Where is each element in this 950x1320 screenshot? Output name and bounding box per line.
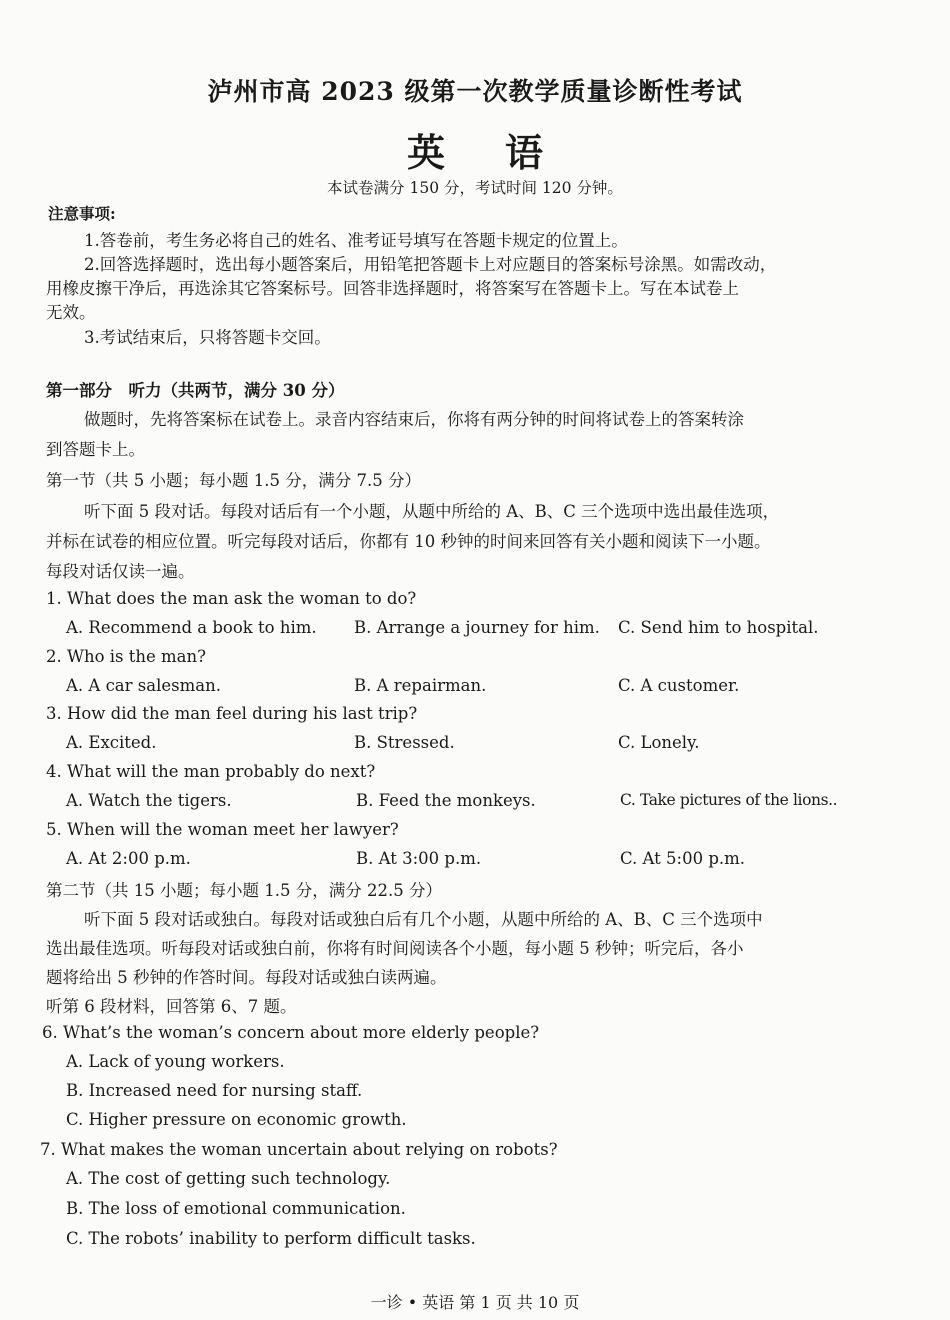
section2-intro-line-3: 题将给出 5 秒钟的作答时间。每段对话或独白读两遍。 (46, 968, 447, 987)
section1-heading: 第一节（共 5 小题；每小题 1.5 分，满分 7.5 分） (46, 471, 421, 490)
exam-title: 泸州市高 2023 级第一次教学质量诊断性考试 (207, 77, 743, 106)
question-3-option-c: C. Lonely. (618, 733, 700, 752)
question-4-option-a: A. Watch the tigers. (66, 791, 232, 810)
question-2-stem: 2. Who is the man? (46, 647, 206, 666)
part1-heading: 第一部分 听力（共两节，满分 30 分） (46, 381, 345, 400)
question-3-option-b: B. Stressed. (354, 733, 455, 752)
question-5-stem: 5. When will the woman meet her lawyer? (46, 820, 399, 839)
question-1-stem: 1. What does the man ask the woman to do? (46, 589, 417, 608)
question-4-option-b: B. Feed the monkeys. (356, 791, 536, 810)
question-1-option-c: C. Send him to hospital. (618, 618, 819, 637)
section2-heading: 第二节（共 15 小题；每小题 1.5 分，满分 22.5 分） (46, 881, 442, 900)
section1-intro-line-3: 每段对话仅读一遍。 (46, 562, 195, 581)
question-2-option-a: A. A car salesman. (66, 676, 221, 695)
question-7-stem: 7. What makes the woman uncertain about relying on robots? (40, 1140, 558, 1159)
section1-intro-line-2: 并标在试卷的相应位置。听完每段对话后，你都有 10 秒钟的时间来回答有关小题和阅读下一小题。 (46, 532, 771, 551)
notice-item-2-line-1: 2.回答选择题时，选出每小题答案后，用铅笔把答题卡上对应题目的答案标号涂黑。如需改动， (84, 255, 777, 274)
section2-intro-line-2: 选出最佳选项。听每段对话或独白前，你将有时间阅读各个小题，每小题 5 秒钟；听完后，各小 (46, 939, 744, 958)
notice-item-3: 3.考试结束后，只将答题卡交回。 (84, 328, 331, 347)
question-4-option-c: C. Take pictures of the lions.. (620, 791, 838, 809)
question-3-option-a: A. Excited. (66, 733, 157, 752)
part1-intro-line-1: 做题时，先将答案标在试卷上。录音内容结束后，你将有两分钟的时间将试卷上的答案转涂 (84, 410, 744, 429)
notice-item-2-line-2: 用橡皮擦干净后，再选涂其它答案标号。回答非选择题时，将答案写在答题卡上。写在本试卷上 (46, 279, 739, 298)
section1-intro-line-1: 听下面 5 段对话。每段对话后有一个小题，从题中所给的 A、B、C 三个选项中选出最佳选项， (84, 502, 780, 521)
question-2-option-b: B. A repairman. (354, 676, 487, 695)
question-6-stem: 6. What’s the woman’s concern about more elderly people? (42, 1023, 540, 1042)
question-1-option-a: A. Recommend a book to him. (66, 618, 317, 637)
question-5-option-b: B. At 3:00 p.m. (356, 849, 482, 868)
notice-item-2-line-3: 无效。 (46, 303, 96, 322)
question-5-option-a: A. At 2:00 p.m. (66, 849, 191, 868)
question-4-stem: 4. What will the man probably do next? (46, 762, 376, 781)
question-5-option-c: C. At 5:00 p.m. (620, 849, 746, 868)
notice-item-1: 1.答卷前，考生务必将自己的姓名、准考证号填写在答题卡规定的位置上。 (84, 231, 628, 250)
subject-title: 英语 (406, 130, 603, 175)
question-7-option-c: C. The robots’ inability to perform difficult tasks. (66, 1229, 476, 1248)
question-1-option-b: B. Arrange a journey for him. (354, 618, 600, 637)
page-footer: 一诊 • 英语 第 1 页 共 10 页 (370, 1293, 580, 1312)
score-info: 本试卷满分 150 分，考试时间 120 分钟。 (327, 179, 623, 197)
question-6-option-b: B. Increased need for nursing staff. (66, 1081, 363, 1100)
question-6-option-a: A. Lack of young workers. (66, 1052, 285, 1071)
question-6-option-c: C. Higher pressure on economic growth. (66, 1110, 407, 1129)
material-6-instruction: 听第 6 段材料，回答第 6、7 题。 (46, 997, 297, 1016)
question-7-option-b: B. The loss of emotional communication. (66, 1199, 406, 1218)
question-3-stem: 3. How did the man feel during his last trip? (46, 704, 418, 723)
part1-intro-line-2: 到答题卡上。 (46, 440, 145, 459)
question-2-option-c: C. A customer. (618, 676, 740, 695)
section2-intro-line-1: 听下面 5 段对话或独白。每段对话或独白后有几个小题，从题中所给的 A、B、C 三个选项中 (84, 910, 763, 929)
notice-heading: 注意事项: (48, 204, 116, 223)
question-7-option-a: A. The cost of getting such technology. (66, 1169, 391, 1188)
